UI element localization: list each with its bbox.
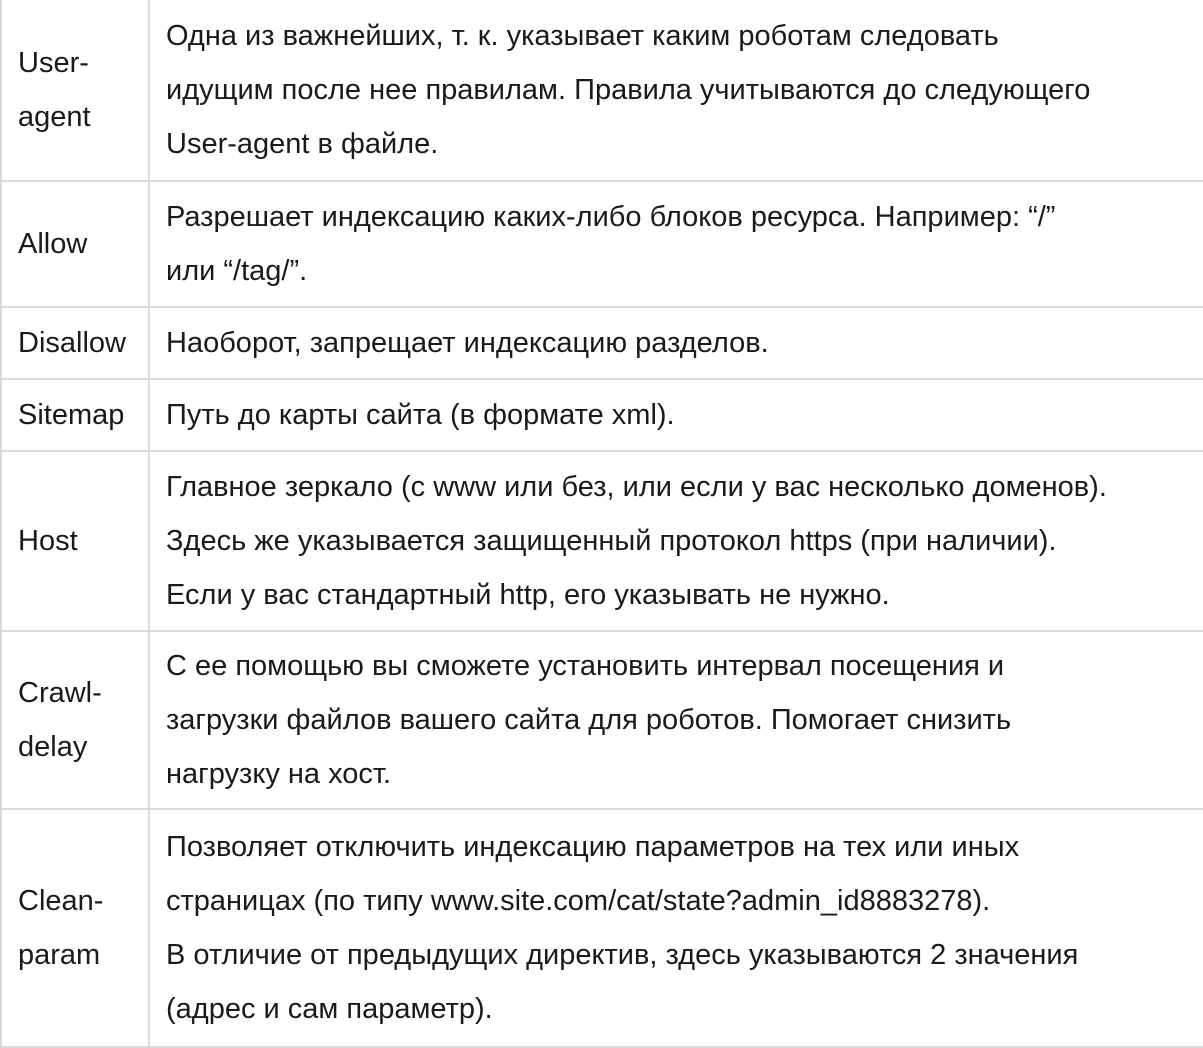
directive-name-cell xyxy=(1,0,149,181)
table-row-disallow xyxy=(1,307,1203,379)
directive-name-cell xyxy=(1,379,149,451)
directive-description: или “/tag/”. xyxy=(166,255,308,287)
directive-name: Clean- xyxy=(18,885,104,917)
directive-description: Одна из важнейших, т. к. указывает каким роботам следовать xyxy=(166,20,999,52)
directive-name: delay xyxy=(18,731,88,763)
directive-name-cell xyxy=(1,451,149,631)
directive-description: С ее помощью вы сможете установить интервал посещения и xyxy=(166,650,1005,682)
directive-description-cell xyxy=(149,631,1203,809)
directive-name: Allow xyxy=(18,228,88,260)
directive-description-cell xyxy=(149,0,1203,181)
directive-description-cell xyxy=(149,307,1203,379)
directive-description-cell xyxy=(149,181,1203,307)
directive-description: нагрузку на хост. xyxy=(166,758,392,790)
table-row-clean-param xyxy=(1,809,1203,1047)
directive-description: User-agent в файле. xyxy=(166,128,439,160)
directive-name: Disallow xyxy=(18,327,126,359)
directive-description-cell xyxy=(149,379,1203,451)
directive-name: agent xyxy=(18,101,91,133)
table-row-host xyxy=(1,451,1203,631)
directive-description: В отличие от предыдущих директив, здесь указываются 2 значения xyxy=(166,939,1079,971)
directive-name-cell xyxy=(1,181,149,307)
directive-name: User- xyxy=(18,47,89,79)
directive-description: Путь до карты сайта (в формате xml). xyxy=(166,399,675,431)
directive-description: Позволяет отключить индексацию параметров на тех или иных xyxy=(166,831,1020,863)
directive-description-cell xyxy=(149,809,1203,1047)
directive-description: (адрес и сам параметр). xyxy=(166,993,493,1025)
table-row-crawl-delay xyxy=(1,631,1203,809)
directive-name-cell xyxy=(1,307,149,379)
directive-description: загрузки файлов вашего сайта для роботов. Помогает снизить xyxy=(166,704,1012,736)
table-row-sitemap xyxy=(1,379,1203,451)
table-row-allow xyxy=(1,181,1203,307)
directive-description: идущим после нее правилам. Правила учитываются до следующего xyxy=(166,74,1091,106)
directive-name: Crawl- xyxy=(18,677,102,709)
directive-description: страницах (по типу www.site.com/cat/state?admin_id8883278). xyxy=(166,885,991,917)
directive-description: Наоборот, запрещает индексацию разделов. xyxy=(166,327,769,359)
directive-description: Здесь же указывается защищенный протокол https (при наличии). xyxy=(166,525,1057,557)
directive-name: Sitemap xyxy=(18,399,125,431)
directive-description: Разрешает индексацию каких-либо блоков ресурса. Например: “/” xyxy=(166,201,1056,233)
directive-name-cell xyxy=(1,809,149,1047)
directive-name: Host xyxy=(18,525,78,557)
directive-description: Главное зеркало (с www или без, или если у вас несколько доменов). xyxy=(166,471,1107,503)
table-row-user-agent xyxy=(1,0,1203,181)
directive-description: Если у вас стандартный http, его указывать не нужно. xyxy=(166,579,890,611)
directive-name-cell xyxy=(1,631,149,809)
directive-description-cell xyxy=(149,451,1203,631)
directive-name: param xyxy=(18,939,101,971)
